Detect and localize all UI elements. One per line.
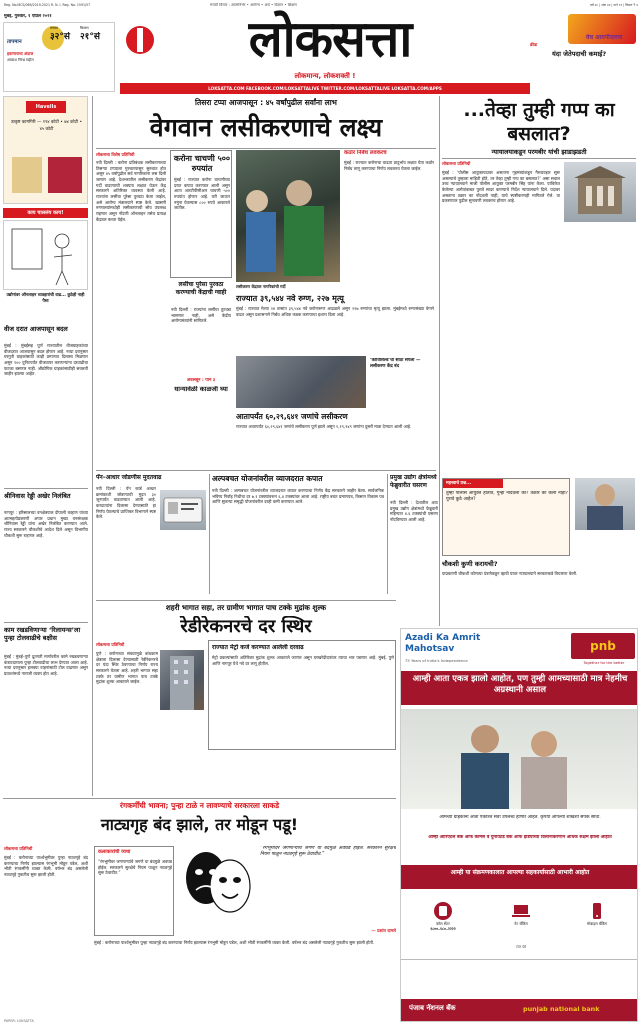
artists-body: “रंगभूमीवर जगणाऱ्यांचे जगणे या बंदमुळे अवघड होईल. सरकारने सुरक्षेचे नियम पाळून नाट्यगृहे सुरू ठेवावीत.” <box>98 859 172 876</box>
divider <box>4 488 88 489</box>
building-photo <box>160 650 204 710</box>
restrictions-head: कठोर निर्बंध लवकरच <box>344 150 387 156</box>
artists-head: कलाकारांची व्यथा <box>98 849 131 855</box>
person-figure <box>246 190 268 212</box>
web-bar <box>120 83 530 94</box>
pnb-advert[interactable] <box>400 628 638 1022</box>
person-figure <box>461 753 509 809</box>
pnb-logo-text: pnb <box>590 639 616 653</box>
drama-kicker: रंगकर्मींची भावना; पुन्हा टाळे न लावण्याचे सरकारला साकडे <box>119 801 280 810</box>
person-figure <box>471 725 499 753</box>
pnb-text-3: आम्ही ओरिएंटल बँक ऑफ कॉमर्स व युनायटेड बँक ऑफ इंडियाच्या विलीनीकरणाने अधिक सक्षम झालो आहोत <box>428 835 612 840</box>
reckoner-kicker: शहरी भागात सहा, तर ग्रामीण भागात पाच टक्के मुद्रांक शुल्क <box>165 603 327 612</box>
restrictions-box <box>344 150 434 280</box>
photo-caption: लसीकरण केंद्रावर नागरिकांची गर्दी <box>236 284 286 289</box>
net-banking-label: नेट बँकिंग <box>514 921 528 926</box>
pnb-headline-band <box>401 671 638 705</box>
vaccination-photo <box>236 150 340 282</box>
registration-number: Reg. No.MCS/069/2019-2021 R. N. I. Reg. No. 1591/57 <box>4 3 91 7</box>
pnb-mobile-banking[interactable] <box>569 901 625 937</box>
questions-body: तुम्ही पोलीस आयुक्त होतात, गुन्हा नोंदवला का? तक्रार का केली नाही? पुरावे कुठे आहेत? <box>446 491 568 503</box>
theatre-masks <box>180 842 256 930</box>
parambir-photo <box>575 478 635 530</box>
promo-title: यंदा जेतेपदाची कमाई? <box>552 50 607 58</box>
temp-min-label: किमान <box>80 26 89 30</box>
supply-body: नवी दिल्ली : राज्यांना लसींचा तुटवडा भासणार नाही, असे केंद्रीय आरोग्यमंत्र्यांनी सांगितले. <box>171 307 231 324</box>
drama-body-continued: मुंबई : करोनाच्या पार्श्वभूमीवर पुन्हा नाट्यगृहे बंद करण्याचा निर्णय झाल्यास रंगभूमी मोडून पडेल, अशी भीती रंगकर्मींनी व्यक्त केली. वर्षभर बंद असलेली नाट्यगृहे नुकतीच सुरू झाली होती. <box>94 940 375 945</box>
pnb-footer <box>401 999 638 1022</box>
pnb-text-2: आमच्या ग्राहकांना आता एकत्रित सेवा उपलब्ध होणार आहेत. कृपया आपल्या शाखेशी संपर्क साधा. <box>439 815 601 820</box>
pnb-net-banking[interactable] <box>493 901 549 937</box>
skyscraper-icon <box>160 650 204 710</box>
column-rule <box>209 474 210 594</box>
pnb-thanks-band <box>401 865 638 889</box>
pan-aadhaar-body: नवी दिल्ली : पॅन कार्ड आधार क्रमांकाशी जोडण्याची मुदत ३० जूनपर्यंत वाढवण्यात आली आहे. करदात्यांना दिलासा देण्यासाठी हा निर्णय घेतल्याचे प्राप्तिकर विभागाने स्पष्ट केले. <box>96 486 156 520</box>
ad-brand: Havells <box>26 101 66 113</box>
main-kicker: तिसरा टप्पा आजपासून : ४५ वर्षांपुढील सर्वांना लाभ <box>195 98 337 107</box>
pnb-name-marathi: पंजाब नॅशनल बँक <box>409 1004 456 1012</box>
divider <box>96 148 436 149</box>
mobile-banking-label: मोबाइल बँकिंग <box>586 921 608 926</box>
main-byline: लोकसत्ता विशेष प्रतिनिधी <box>96 152 135 157</box>
ad-product-image <box>12 157 42 193</box>
divider <box>3 798 396 799</box>
reckoner-body: पुणे : करोनाच्या संकटामुळे बांधकाम क्षेत्राला दिलासा देण्यासाठी रेडीरेकनरचे दर यंदा स्थिर ठेवण्याचा निर्णय राज्य सरकारने घेतला आहे. शहरी भागात सहा टक्के तर ग्रामीण भागात पाच टक्के मुद्रांक शुल्क आकारले जाईल. <box>96 651 158 685</box>
edition-info: वर्ष ७० | अंक ४७ | पाने १२ | किंमत ₹ ७ <box>590 3 638 7</box>
covid-test-box <box>170 150 232 278</box>
restrictions-body: मुंबई : राज्यात करोनाचा वाढता प्रादुर्भाव लक्षात घेता कठोर निर्बंध लागू करण्याचा निर्णय लवकरच घेतला जाईल. <box>344 160 434 171</box>
crowd-caption: ‘कोविशिल्ड’चा साठा संपला — लसीकरण केंद्र बंद <box>370 358 421 369</box>
person-figure <box>246 212 276 272</box>
call-center-label: कॉल सेंटर <box>436 921 450 926</box>
masthead: लोकसत्ता <box>248 10 412 68</box>
weather-box <box>3 22 115 92</box>
id-card-icon <box>160 490 206 530</box>
court-photo <box>564 162 636 222</box>
questions-box <box>442 478 570 556</box>
right-body: मुंबई : ‘पोलीस आयुक्तपदावर असताना गृहमंत्र्यांकडून गैरव्यवहार सुरू असल्याचे तुम्हाला माहिती होते, तर तेव्हा तुम्ही गप्प का बसलात?’ असा सवाल उच्च न्यायालयाने माजी पोलीस आयुक्त परमबीर सिंह यांना केला. याचिकेत केलेल्या आरोपांबाबत पुरावे सादर करण्याचे निर्देश न्यायालयाने दिले. पदावर असताना तक्रार का नोंदवली नाही, याचे स्पष्टीकरणही मागितले गेले. या प्रकरणावर पुढील सुनावणी लवकरच होणार आहे. <box>442 170 560 204</box>
metro-duty-box <box>208 640 396 750</box>
phone-icon <box>433 901 453 921</box>
vaccinated-headline: आतापर्यंत ६०,२९,६४१ जणांचे लसीकरण <box>236 412 348 421</box>
ipl-promo[interactable] <box>530 14 638 106</box>
pnb-name-english: punjab national bank <box>523 1005 600 1013</box>
core-industries-headline: प्रमुख उद्योग क्षेत्रांमध्ये फेब्रुवारीत घसरण <box>390 474 437 489</box>
reckoner-byline: लोकसत्ता प्रतिनिधी <box>96 642 125 647</box>
pnb-photo <box>401 709 638 809</box>
dateline: मुंबई, गुरुवार, १ एप्रिल २०२१ <box>4 14 52 19</box>
drama-headline: नाट्यगृह बंद झाले, तर मोडून पडू! <box>100 815 299 834</box>
person-figure <box>521 757 567 809</box>
crowd-photo <box>236 356 366 408</box>
portrait-figure <box>587 506 623 530</box>
footer-note: PAPER: LOKSATTA <box>4 1019 34 1023</box>
story1-body: मुंबई : मुंबईसह पूर्ण राज्यातील वीजग्राहकांच्या वीजदरात आजपासून बदल होणार आहे. नव्या दरानुसार घरगुती ग्राहकांसाठी काही प्रमाणात दिलासा मिळणार असून १०० युनिटपर्यंत वीजवापर करणाऱ्यांना दरवाढीचा फटका बसणार नाही. औद्योगिक ग्राहकांसाठीही सवलती जाहीर झाल्या आहेत. <box>4 343 88 377</box>
story2-body: नागपूर : हरिसालच्या वनक्षेत्रपाल दीपाली चव्हाण यांच्या आत्महत्येप्रकरणी अप्पर प्रधान मुख्य वनसंरक्षक श्रीनिवास रेड्डी यांना अखेर निलंबित करण्यात आले. राज्य सरकारने चौकशीचे आदेश दिले असून विभागीय चौकशी सुरू राहणार आहे. <box>4 510 88 538</box>
ad-product-image-2 <box>48 157 82 193</box>
promo-tag: क्रीडा <box>530 42 538 47</box>
small-savings-headline: अल्पबचत योजनांवरील व्याजदरात कपात <box>212 474 323 483</box>
right-byline: लोकसत्ता प्रतिनिधी <box>442 161 471 166</box>
cartoon-drawing <box>4 221 88 290</box>
column-rule <box>92 96 93 796</box>
drama-quote: “रंगभूमीवर जगणाऱ्यांचे जगणे या बंदमुळे अवघड होईल. सरकारने सुरक्षेचे नियम पाळून नाट्यगृहे सुरू ठेवावीत.” <box>260 846 396 858</box>
column-rule <box>439 96 440 626</box>
questions-head: महत्त्वाचे प्रश्न... <box>443 479 503 488</box>
weather-label: हवामानाचा अंदाज <box>7 51 34 56</box>
divider <box>96 600 396 601</box>
temp-min: २१°से <box>80 32 100 42</box>
drama-byline: लोकसत्ता प्रतिनिधी <box>4 846 33 851</box>
ad-text: उत्कृष्ट कामगिरी — १९४ कोटी • ७४ कोटी • ४५ कोटी <box>10 120 83 133</box>
divider <box>4 622 88 623</box>
pnb-tagline: Together for the better <box>583 661 625 665</box>
promo-word: वेध आयपीएलचा <box>586 34 623 41</box>
cartoon-caption: उद्योगांवर ऑनलाइन व्यवहारांची वाढ... कुठेही नाही पैसा <box>6 292 85 303</box>
story2-headline: श्रीनिवास रेड्डी अखेर निलंबित <box>4 492 71 500</box>
story3-headline: काम रखडविणाऱ्या ‘रिलायन्स’ला पुन्हा टोलवाढीचे बक्षीस <box>4 626 81 643</box>
pan-card-image <box>160 490 206 530</box>
person-figure <box>531 731 557 757</box>
story1-headline: वीज दरात आजपासून बदल <box>4 325 68 333</box>
drama-quote-sign: — प्रशांत दामले <box>371 928 396 933</box>
azadi-sub: 75 Years of India's Independence <box>405 659 468 663</box>
azadi-logo: Azadi Ka Amrit Mahotsav <box>405 633 481 655</box>
small-savings-body: नवी दिल्ली : अल्पबचत योजनांवरील व्याजदरात कपात करण्याचा निर्णय केंद्र सरकारने जाहीर केला. सार्वजनिक भविष्य निर्वाह निधीचा दर ७.१ टक्क्यांवरून ६.४ टक्क्यांवर आला आहे. राष्ट्रीय बचत प्रमाणपत्र, किसान विकास पत्र आणि सुकन्या समृद्धी योजनांवरील दरही कमी करण्यात आले. <box>212 488 384 505</box>
flame-icon <box>120 20 160 60</box>
person-figure <box>284 206 324 276</box>
reckoner-headline: रेडीरेकनरचे दर स्थिर <box>180 616 312 637</box>
pnb-thanks: आम्ही या संक्रमणकालात आपल्या सहकार्यासाठी आभारी आहोत <box>450 869 590 876</box>
inquiry-head: चौकशी कुणी करायची? <box>442 560 498 568</box>
pnb-logo <box>571 633 635 659</box>
building-icon <box>564 162 636 222</box>
laptop-icon <box>511 901 531 921</box>
temp-max: ३२°से <box>50 32 70 42</box>
pan-aadhaar-headline: पॅन–आधार जोडणीस मुदतवाढ <box>96 474 162 481</box>
metro-duty-body: मेट्रो प्रकल्पांसाठी अतिरिक्त मुद्रांक शुल्क आकारले जाणार असून घरखरेदीदारांवर त्याचा भार पडणार आहे. मुंबई, पुणे आणि नागपूर येथे नवे दर लागू होतील. <box>212 655 394 666</box>
artists-box <box>94 846 174 936</box>
column-rule <box>387 474 388 594</box>
supply-title: लसींचा पुरेसा पुरवठा करण्याची केंद्राची ग्वाही <box>175 281 227 296</box>
tollfree-label: टोल फ्री <box>515 945 527 949</box>
core-industries-body: नवी दिल्ली : देशातील आठ प्रमुख उद्योग क्षेत्रांमध्ये फेब्रुवारी महिन्यात ४.६ टक्क्यांची घसरण नोंदविण्यात आली आहे. <box>390 500 438 523</box>
divider <box>401 959 638 960</box>
main-headline: वेगवान लसीकरणाचे लक्ष्य <box>149 113 383 142</box>
story3-body: मुंबई : मुंबई–पुणे द्रुतगती मार्गावरील कामे रखडवणाऱ्या कंत्राटदाराला पुन्हा टोलवाढीचा लाभ देण्यात आला आहे. नव्या दरानुसार हलक्या वाहनांसाठी टोल वाढणार असून प्रवाशांमध्ये नाराजी व्यक्त होत आहे. <box>4 654 88 677</box>
top-tagline: मराठी विचार : आत्मनिर्भर • आरोग्य • अर्थ • विज्ञान • शिक्षण <box>210 3 297 7</box>
pnb-headline: आम्ही आता एकत्र झालो आहोत, पण तुम्ही आमच्यासाठी मात्र नेहमीच अग्रस्थानी असाल <box>412 674 628 696</box>
supply-box <box>170 281 232 376</box>
temp-max-label: कमाल <box>50 26 59 30</box>
drama-body: मुंबई : करोनाच्या पार्श्वभूमीवर पुन्हा नाट्यगृहे बंद करण्याचा निर्णय झाल्यास रंगभूमी मोडून पडेल, अशी भीती रंगकर्मींनी व्यक्त केली. वर्षभर बंद असलेली नाट्यगृहे नुकतीच सुरू झाली होती. <box>4 855 88 878</box>
masthead-motto: लोकमान्य, लोकशक्ती ! <box>294 72 356 80</box>
cartoon <box>3 220 88 290</box>
web-links[interactable]: LOKSATTA.COM FACEBOOK.COM/LOKSATTALIVE TWITTER.COM/LOKSATTALIVE LOKSATTA.COM/APPS <box>208 86 442 91</box>
pnb-tollfree: १८००–१८०–२२२२ <box>430 925 456 931</box>
quote-box: धान्यावेळी काळजी घ्या <box>174 386 228 393</box>
right-kicker: ...तेव्हा तुम्ही गप्प का बसलात? <box>463 99 615 145</box>
covid-test-title: करोना चाचणी ५०० रुपयांत <box>173 154 231 173</box>
mobile-icon <box>587 901 607 921</box>
vaccinated-body: राज्यात आतापर्यंत ६०,२९,६४१ जणांचे लसीकरण पूर्ण झाले असून १,१९,९४९ जणांना दुसरी मात्रा देण्यात आली आहे. <box>236 424 412 429</box>
right-sub: न्यायालयाकडून परमबीर यांची झाडाझडती <box>491 148 587 156</box>
inquiry-body: याप्रकरणी चौकशी कोणत्या यंत्रणेकडून व्हावी यावर न्यायालयाने सरकारकडे विचारणा केली. <box>442 571 578 576</box>
cases-body: मुंबई : राज्यात गेल्या २४ तासांत ३९,५४४ नवे करोनारुग्ण आढळले असून २२७ रुग्णांचा मृत्यू झाला. मुंबईमध्ये रुग्णसंख्या वेगाने वाढत असून प्रशासनाने निर्बंध अधिक कडक करण्याचा इशारा दिला आहे. <box>236 306 434 317</box>
covid-test-body: मुंबई : राज्यात करोना चाचणीच्या दरात कपात करण्यात आली असून आता आरटीपीसीआर चाचणी ५०० रुपयांत होणार आहे. घरी जाऊन नमुना घेतल्यास ८०० रुपये आकारले जातील. <box>174 177 230 211</box>
person-figure <box>286 180 312 206</box>
portrait-figure <box>595 484 615 506</box>
drama-masks-icon <box>180 842 256 930</box>
continued-note[interactable]: अवलंबून : पान ३ <box>186 378 216 383</box>
temp-label: तापमान <box>7 39 22 45</box>
cases-headline: राज्यात ३९,५४४ नवे रुग्ण, २२७ मृत्यू <box>236 294 344 303</box>
metro-duty-head: राज्यात मेट्रो कर्ज करण्यात आलेली दरवाढ <box>212 644 304 651</box>
masthead-emblem <box>120 20 160 60</box>
divider <box>96 470 436 471</box>
weather-text: आकाश निरभ्र राहील <box>7 58 34 62</box>
main-body: नवी दिल्ली : करोना प्रतिबंधक लसीकरणाच्या तिसऱ्या टप्प्याला गुरुवारपासून सुरुवात होत असून ४५ वर्षांपुढील सर्व नागरिकांना लस दिली जाणार आहे. देशभरातील लसीकरण केंद्रांवर गर्दी वाढण्याची शक्यता लक्षात घेऊन केंद्र सरकारने अतिरिक्त व्यवस्था केली आहे. राज्यांना लसींचा पुरेसा पुरवठा केला जाईल, असे आरोग्य मंत्रालयाने स्पष्ट केले. खासगी रुग्णालयांमध्येही लसीकरणाची सोय उपलब्ध राहणार असून नोंदणी ऑनलाइन तसेच प्रत्यक्ष केंद्रावर करता येईल. <box>96 160 166 222</box>
pnb-call-center[interactable] <box>415 901 471 937</box>
divider <box>442 158 636 159</box>
left-advert[interactable] <box>3 96 88 204</box>
kaay-challay-banner: काय चाललंय काय! <box>3 208 88 218</box>
